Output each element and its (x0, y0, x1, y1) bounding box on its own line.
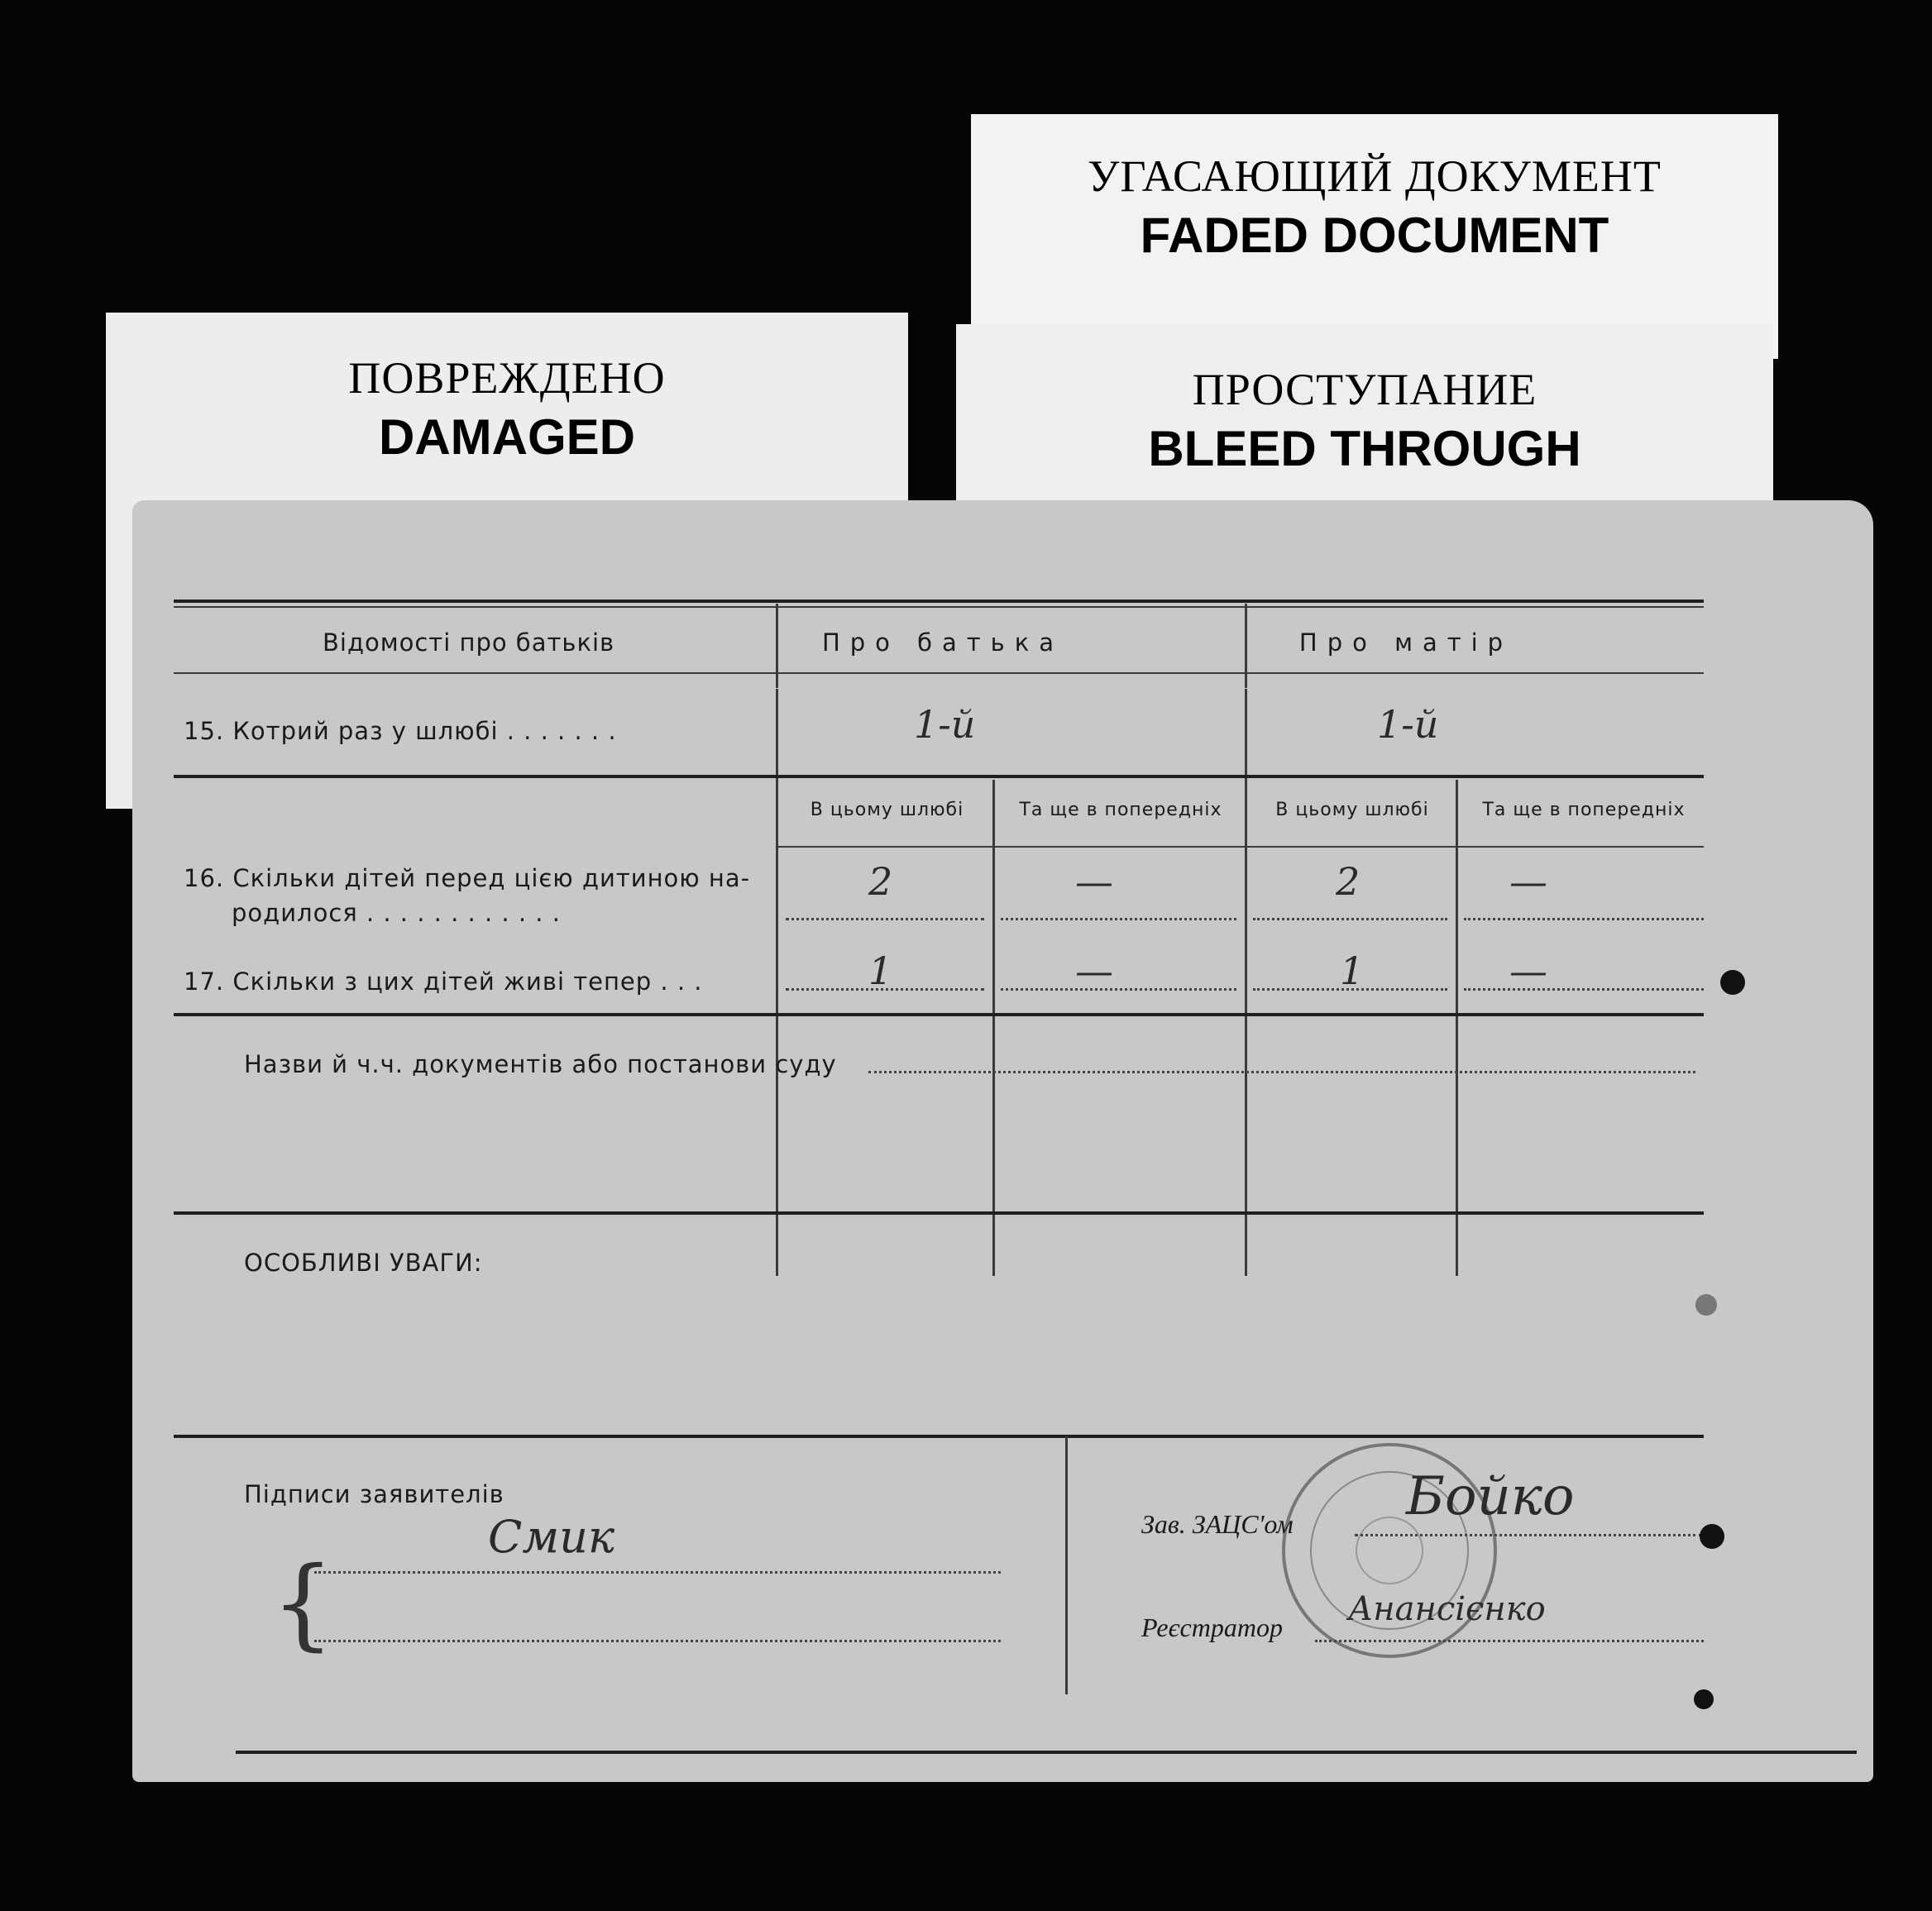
row17-value-3: 1 (1340, 948, 1365, 993)
parents-info-header: Відомості про батьків (323, 628, 615, 657)
row15-father-value: 1-й (914, 702, 976, 747)
col-divider (1456, 780, 1458, 1276)
faded-card (971, 114, 1778, 359)
subheader-mother-previous: Та ще в попередніх (1482, 800, 1686, 820)
damaged-ru: ПОВРЕЖДЕНО (348, 353, 666, 403)
dots (1253, 988, 1447, 991)
dots (786, 918, 984, 920)
punch-hole (1695, 1294, 1717, 1316)
dots (1315, 1640, 1704, 1642)
rule-top (174, 600, 1704, 603)
bleed-ru: ПРОСТУПАНИЕ (1192, 365, 1537, 414)
row16-value-3: 2 (1336, 859, 1361, 904)
rule-bottom (236, 1751, 1857, 1754)
rule-documents-bottom (174, 1211, 1704, 1215)
punch-hole (1694, 1689, 1714, 1709)
faded-ru: УГАСАЮЩИЙ ДОКУМЕНТ (1088, 151, 1662, 201)
row17-value-2: — (1075, 948, 1113, 993)
col-divider (776, 604, 778, 688)
rule-top-inner (174, 606, 1704, 608)
dots (868, 1071, 1695, 1073)
row17-value-4: — (1509, 948, 1547, 993)
dots (314, 1571, 1001, 1574)
signature-divider (1065, 1436, 1068, 1694)
applicant-signature: Смик (488, 1511, 615, 1563)
row16-label-2: родилося . . . . . . . . . . . . (232, 899, 561, 927)
punch-hole (1720, 970, 1745, 995)
row17-label: 17. Скільки з цих дітей живі тепер . . . (184, 967, 703, 996)
record-form (132, 500, 1873, 1782)
rule-row15-bottom (174, 775, 1704, 778)
bleed-en: BLEED THROUGH (1148, 421, 1581, 476)
dots (1464, 918, 1704, 920)
subheader-father-this: В цьому шлюбі (810, 800, 964, 820)
subheader-father-previous: Та ще в попередніх (1019, 800, 1222, 820)
row16-value-4: — (1509, 859, 1547, 904)
row15-label: 15. Котрий раз у шлюбі . . . . . . . (184, 717, 617, 745)
mother-header: Про матір (1298, 628, 1514, 657)
dots (786, 988, 984, 991)
row17-value-1: 1 (868, 948, 893, 993)
row16-value-2: — (1075, 859, 1113, 904)
brace: { (271, 1546, 335, 1661)
faded-en: FADED DOCUMENT (1140, 208, 1609, 263)
row15-mother-value: 1-й (1377, 702, 1439, 747)
subheader-mother-this: В цьому шлюбі (1275, 800, 1429, 820)
rule-header-bottom (174, 672, 1704, 674)
dots (1001, 918, 1236, 920)
registrar-label: Реєстратор (1141, 1612, 1283, 1642)
applicants-label: Підписи заявителів (244, 1480, 505, 1508)
head-label: Зав. ЗАЦС'ом (1141, 1509, 1294, 1539)
punch-hole (1700, 1524, 1724, 1549)
registrar-signature: Анансієнко (1348, 1590, 1546, 1628)
col-divider (992, 780, 995, 1276)
dots (1253, 918, 1447, 920)
rule-row17-bottom (174, 1013, 1704, 1016)
col-divider (1245, 604, 1247, 688)
row16-value-1: 2 (868, 859, 893, 904)
father-header: Про батька (821, 628, 1064, 657)
row16-label-1: 16. Скільки дітей перед цією дитиною на- (184, 864, 751, 892)
dots (1464, 988, 1704, 991)
rule-subheader-bottom (777, 846, 1704, 848)
dots (314, 1640, 1001, 1642)
dots (1001, 988, 1236, 991)
remarks-label: ОСОБЛИВІ УВАГИ: (244, 1249, 483, 1277)
rule-remarks-bottom (174, 1435, 1704, 1438)
damaged-en: DAMAGED (379, 409, 635, 465)
head-signature: Бойко (1406, 1466, 1575, 1527)
documents-label: Назви й ч.ч. документів або постанови суду (244, 1050, 837, 1078)
dots (1355, 1534, 1702, 1536)
